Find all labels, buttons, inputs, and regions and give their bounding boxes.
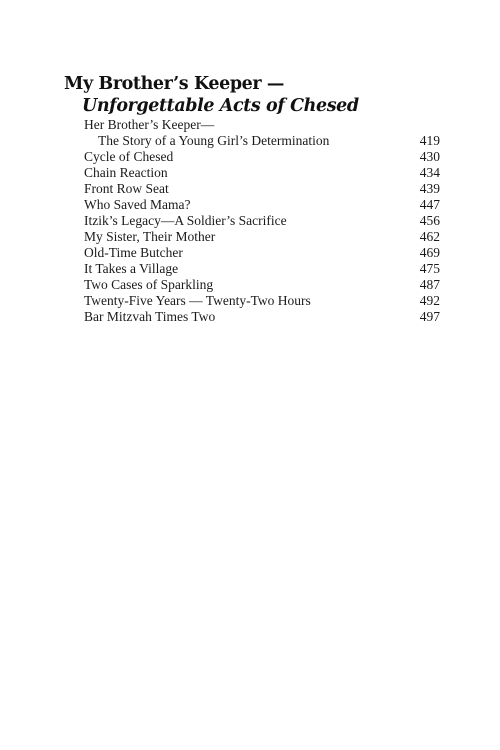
toc-entry-page: 430 xyxy=(419,149,440,164)
toc-entry-title: The Story of a Young Girl’s Determination xyxy=(98,133,330,148)
toc-entry-page: 419 xyxy=(419,133,440,148)
toc-entry-title: Itzik’s Legacy—A Soldier’s Sacrifice xyxy=(84,213,287,228)
toc-entry-page: 497 xyxy=(419,309,440,324)
toc-entry-page: 487 xyxy=(419,277,440,292)
toc-entry xyxy=(84,213,440,229)
toc-entry-title: Two Cases of Sparkling xyxy=(84,277,214,292)
section-subtitle: Unforgettable Acts of Chesed xyxy=(82,96,359,116)
toc-entry-page: 447 xyxy=(419,197,440,212)
toc-entry-title: Chain Reaction xyxy=(84,165,168,180)
toc-entry-page: 434 xyxy=(419,165,440,180)
toc-entry xyxy=(84,245,440,261)
toc-entry xyxy=(84,165,440,181)
toc-entry xyxy=(84,261,440,277)
table-of-contents xyxy=(84,117,440,325)
toc-entry-title: Cycle of Chesed xyxy=(84,149,174,164)
toc-entry-page: 439 xyxy=(419,181,440,196)
toc-entry-title: It Takes a Village xyxy=(84,261,179,276)
toc-entry-title: Twenty-Five Years — Twenty-Two Hours xyxy=(84,293,311,308)
toc-entry xyxy=(84,133,440,149)
toc-entry xyxy=(84,293,440,309)
toc-entry xyxy=(84,117,440,133)
toc-entry-title: Bar Mitzvah Times Two xyxy=(84,309,216,324)
toc-entry xyxy=(84,197,440,213)
toc-entry xyxy=(84,149,440,165)
section-title: My Brother’s Keeper — xyxy=(64,74,285,94)
toc-entry-title: Who Saved Mama? xyxy=(84,197,191,212)
toc-entry-title: Old-Time Butcher xyxy=(84,245,183,260)
toc-entry xyxy=(84,229,440,245)
section-heading xyxy=(64,73,464,117)
toc-entry-title: Front Row Seat xyxy=(84,181,169,196)
toc-entry xyxy=(84,309,440,325)
toc-entry-title: Her Brother’s Keeper— xyxy=(84,117,215,132)
toc-entry xyxy=(84,181,440,197)
toc-entry-page: 475 xyxy=(419,261,440,276)
toc-entry-page: 492 xyxy=(419,293,440,308)
toc-entry-title: My Sister, Their Mother xyxy=(84,229,216,244)
toc-entry-page: 469 xyxy=(419,245,440,260)
toc-entry-page: 456 xyxy=(419,213,440,228)
toc-entry xyxy=(84,277,440,293)
toc-entry-page: 462 xyxy=(419,229,440,244)
